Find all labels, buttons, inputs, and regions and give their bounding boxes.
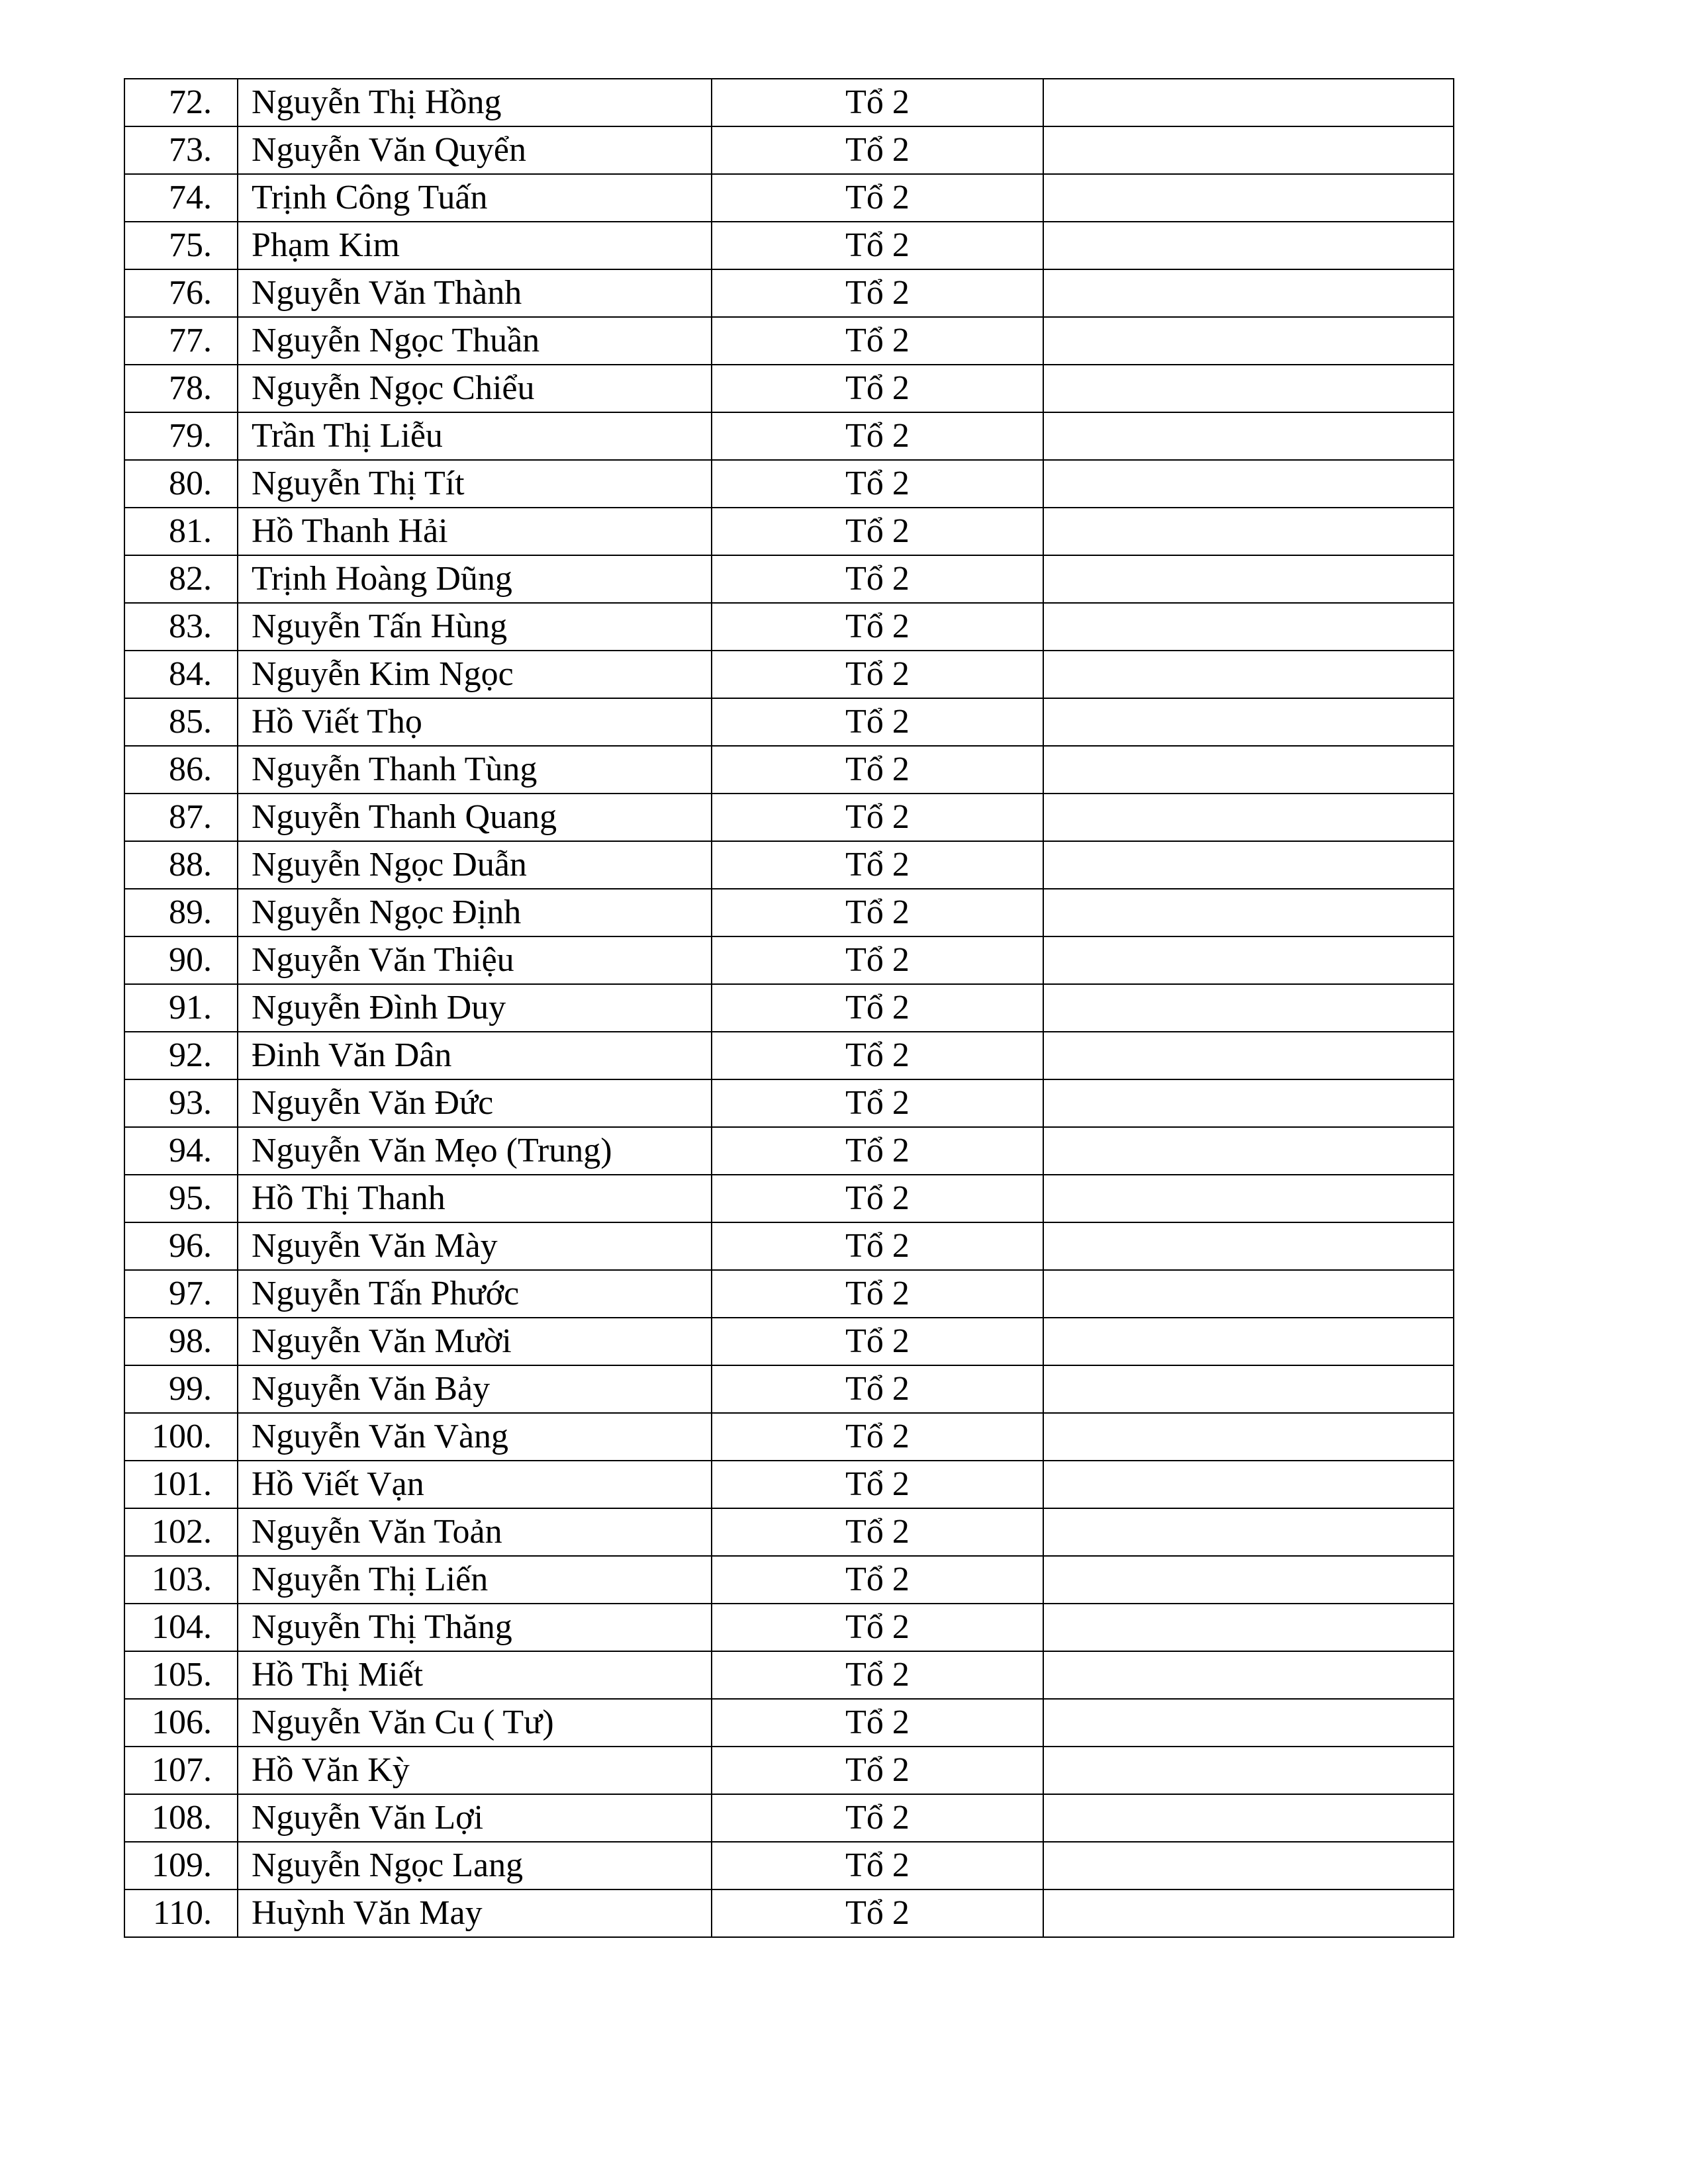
group-label: Tổ 2 bbox=[712, 698, 1043, 746]
table-row bbox=[124, 651, 1454, 698]
row-number: 100. bbox=[124, 1413, 238, 1461]
row-number: 109. bbox=[124, 1842, 238, 1889]
note-cell bbox=[1043, 984, 1454, 1032]
table-row bbox=[124, 222, 1454, 269]
group-label: Tổ 2 bbox=[712, 603, 1043, 651]
member-name: Nguyễn Văn Đức bbox=[238, 1079, 712, 1127]
table-row bbox=[124, 1794, 1454, 1842]
note-cell bbox=[1043, 1556, 1454, 1604]
group-label: Tổ 2 bbox=[712, 1270, 1043, 1318]
note-cell bbox=[1043, 1699, 1454, 1747]
note-cell bbox=[1043, 1889, 1454, 1937]
note-cell bbox=[1043, 1747, 1454, 1794]
group-label: Tổ 2 bbox=[712, 1889, 1043, 1937]
group-label: Tổ 2 bbox=[712, 269, 1043, 317]
note-cell bbox=[1043, 79, 1454, 126]
group-label: Tổ 2 bbox=[712, 651, 1043, 698]
table-row bbox=[124, 269, 1454, 317]
note-cell bbox=[1043, 1842, 1454, 1889]
group-label: Tổ 2 bbox=[712, 365, 1043, 412]
row-number: 97. bbox=[124, 1270, 238, 1318]
member-name: Nguyễn Thị Hồng bbox=[238, 79, 712, 126]
group-label: Tổ 2 bbox=[712, 508, 1043, 555]
member-name: Nguyễn Ngọc Lang bbox=[238, 1842, 712, 1889]
member-name: Nguyễn Thị Tít bbox=[238, 460, 712, 508]
table-row bbox=[124, 1889, 1454, 1937]
table-row bbox=[124, 1604, 1454, 1651]
note-cell bbox=[1043, 317, 1454, 365]
table-row bbox=[124, 1556, 1454, 1604]
table-row bbox=[124, 603, 1454, 651]
note-cell bbox=[1043, 936, 1454, 984]
group-label: Tổ 2 bbox=[712, 555, 1043, 603]
member-name: Nguyễn Văn Thiệu bbox=[238, 936, 712, 984]
note-cell bbox=[1043, 1651, 1454, 1699]
note-cell bbox=[1043, 1318, 1454, 1365]
table-row bbox=[124, 1079, 1454, 1127]
table-row bbox=[124, 1365, 1454, 1413]
group-label: Tổ 2 bbox=[712, 984, 1043, 1032]
table-row bbox=[124, 365, 1454, 412]
row-number: 107. bbox=[124, 1747, 238, 1794]
row-number: 83. bbox=[124, 603, 238, 651]
member-name: Nguyễn Thị Liến bbox=[238, 1556, 712, 1604]
group-label: Tổ 2 bbox=[712, 1556, 1043, 1604]
group-label: Tổ 2 bbox=[712, 222, 1043, 269]
group-label: Tổ 2 bbox=[712, 1413, 1043, 1461]
note-cell bbox=[1043, 412, 1454, 460]
member-name: Hồ Viết Vạn bbox=[238, 1461, 712, 1508]
note-cell bbox=[1043, 1461, 1454, 1508]
row-number: 86. bbox=[124, 746, 238, 794]
member-name: Trịnh Hoàng Dũng bbox=[238, 555, 712, 603]
member-name: Nguyễn Văn Vàng bbox=[238, 1413, 712, 1461]
table-row bbox=[124, 1699, 1454, 1747]
member-name: Nguyễn Tấn Hùng bbox=[238, 603, 712, 651]
row-number: 81. bbox=[124, 508, 238, 555]
note-cell bbox=[1043, 889, 1454, 936]
row-number: 98. bbox=[124, 1318, 238, 1365]
note-cell bbox=[1043, 746, 1454, 794]
group-label: Tổ 2 bbox=[712, 1079, 1043, 1127]
member-name: Phạm Kim bbox=[238, 222, 712, 269]
group-label: Tổ 2 bbox=[712, 1604, 1043, 1651]
table-row bbox=[124, 555, 1454, 603]
note-cell bbox=[1043, 794, 1454, 841]
member-name: Nguyễn Văn Toản bbox=[238, 1508, 712, 1556]
table-row bbox=[124, 317, 1454, 365]
group-label: Tổ 2 bbox=[712, 1508, 1043, 1556]
member-name: Trần Thị Liễu bbox=[238, 412, 712, 460]
table-row bbox=[124, 1842, 1454, 1889]
table-row bbox=[124, 984, 1454, 1032]
group-label: Tổ 2 bbox=[712, 841, 1043, 889]
member-name: Hồ Văn Kỳ bbox=[238, 1747, 712, 1794]
member-name: Nguyễn Văn Bảy bbox=[238, 1365, 712, 1413]
note-cell bbox=[1043, 1270, 1454, 1318]
row-number: 94. bbox=[124, 1127, 238, 1175]
member-name: Nguyễn Văn Mười bbox=[238, 1318, 712, 1365]
table-row bbox=[124, 889, 1454, 936]
table-row bbox=[124, 79, 1454, 126]
member-name: Nguyễn Thanh Tùng bbox=[238, 746, 712, 794]
group-label: Tổ 2 bbox=[712, 412, 1043, 460]
row-number: 110. bbox=[124, 1889, 238, 1937]
member-name: Hồ Thanh Hải bbox=[238, 508, 712, 555]
row-number: 95. bbox=[124, 1175, 238, 1222]
table-row bbox=[124, 1413, 1454, 1461]
row-number: 72. bbox=[124, 79, 238, 126]
row-number: 78. bbox=[124, 365, 238, 412]
note-cell bbox=[1043, 1794, 1454, 1842]
member-name: Nguyễn Kim Ngọc bbox=[238, 651, 712, 698]
group-label: Tổ 2 bbox=[712, 460, 1043, 508]
table-row bbox=[124, 1032, 1454, 1079]
note-cell bbox=[1043, 841, 1454, 889]
note-cell bbox=[1043, 1127, 1454, 1175]
group-label: Tổ 2 bbox=[712, 1747, 1043, 1794]
row-number: 88. bbox=[124, 841, 238, 889]
table-row bbox=[124, 1318, 1454, 1365]
row-number: 105. bbox=[124, 1651, 238, 1699]
row-number: 102. bbox=[124, 1508, 238, 1556]
group-label: Tổ 2 bbox=[712, 1127, 1043, 1175]
note-cell bbox=[1043, 1222, 1454, 1270]
member-name: Hồ Viết Thọ bbox=[238, 698, 712, 746]
member-name: Nguyễn Văn Mày bbox=[238, 1222, 712, 1270]
group-label: Tổ 2 bbox=[712, 1461, 1043, 1508]
member-name: Nguyễn Văn Lợi bbox=[238, 1794, 712, 1842]
group-label: Tổ 2 bbox=[712, 1794, 1043, 1842]
table-row bbox=[124, 1747, 1454, 1794]
note-cell bbox=[1043, 508, 1454, 555]
member-name: Hồ Thị Thanh bbox=[238, 1175, 712, 1222]
table-row bbox=[124, 1461, 1454, 1508]
row-number: 73. bbox=[124, 126, 238, 174]
row-number: 101. bbox=[124, 1461, 238, 1508]
note-cell bbox=[1043, 1604, 1454, 1651]
table-row bbox=[124, 412, 1454, 460]
member-name: Nguyễn Thanh Quang bbox=[238, 794, 712, 841]
note-cell bbox=[1043, 174, 1454, 222]
member-name: Nguyễn Văn Mẹo (Trung) bbox=[238, 1127, 712, 1175]
row-number: 106. bbox=[124, 1699, 238, 1747]
note-cell bbox=[1043, 222, 1454, 269]
note-cell bbox=[1043, 1175, 1454, 1222]
table-row bbox=[124, 841, 1454, 889]
table-row bbox=[124, 936, 1454, 984]
group-label: Tổ 2 bbox=[712, 1651, 1043, 1699]
note-cell bbox=[1043, 651, 1454, 698]
note-cell bbox=[1043, 1032, 1454, 1079]
row-number: 108. bbox=[124, 1794, 238, 1842]
table-row bbox=[124, 1651, 1454, 1699]
member-name: Nguyễn Ngọc Thuần bbox=[238, 317, 712, 365]
row-number: 74. bbox=[124, 174, 238, 222]
note-cell bbox=[1043, 126, 1454, 174]
note-cell bbox=[1043, 460, 1454, 508]
note-cell bbox=[1043, 1365, 1454, 1413]
row-number: 90. bbox=[124, 936, 238, 984]
table-row bbox=[124, 746, 1454, 794]
member-name: Nguyễn Ngọc Duẫn bbox=[238, 841, 712, 889]
row-number: 91. bbox=[124, 984, 238, 1032]
member-name: Nguyễn Văn Quyển bbox=[238, 126, 712, 174]
table-row bbox=[124, 1175, 1454, 1222]
table-row bbox=[124, 1127, 1454, 1175]
row-number: 85. bbox=[124, 698, 238, 746]
group-label: Tổ 2 bbox=[712, 1699, 1043, 1747]
group-label: Tổ 2 bbox=[712, 746, 1043, 794]
group-label: Tổ 2 bbox=[712, 1175, 1043, 1222]
row-number: 75. bbox=[124, 222, 238, 269]
member-table bbox=[124, 78, 1454, 1938]
row-number: 96. bbox=[124, 1222, 238, 1270]
note-cell bbox=[1043, 1508, 1454, 1556]
member-name: Nguyễn Thị Thăng bbox=[238, 1604, 712, 1651]
group-label: Tổ 2 bbox=[712, 79, 1043, 126]
member-name: Nguyễn Văn Thành bbox=[238, 269, 712, 317]
group-label: Tổ 2 bbox=[712, 1842, 1043, 1889]
row-number: 104. bbox=[124, 1604, 238, 1651]
member-table-body bbox=[124, 79, 1454, 1937]
row-number: 79. bbox=[124, 412, 238, 460]
table-row bbox=[124, 508, 1454, 555]
row-number: 82. bbox=[124, 555, 238, 603]
table-row bbox=[124, 698, 1454, 746]
row-number: 77. bbox=[124, 317, 238, 365]
note-cell bbox=[1043, 365, 1454, 412]
member-name: Huỳnh Văn May bbox=[238, 1889, 712, 1937]
row-number: 87. bbox=[124, 794, 238, 841]
note-cell bbox=[1043, 555, 1454, 603]
group-label: Tổ 2 bbox=[712, 317, 1043, 365]
note-cell bbox=[1043, 1079, 1454, 1127]
group-label: Tổ 2 bbox=[712, 1365, 1043, 1413]
member-name: Nguyễn Văn Cu ( Tư) bbox=[238, 1699, 712, 1747]
table-row bbox=[124, 1270, 1454, 1318]
member-name: Nguyễn Ngọc Chiểu bbox=[238, 365, 712, 412]
group-label: Tổ 2 bbox=[712, 1318, 1043, 1365]
member-name: Trịnh Công Tuấn bbox=[238, 174, 712, 222]
member-name: Đinh Văn Dân bbox=[238, 1032, 712, 1079]
note-cell bbox=[1043, 1413, 1454, 1461]
table-row bbox=[124, 1508, 1454, 1556]
member-name: Nguyễn Tấn Phước bbox=[238, 1270, 712, 1318]
group-label: Tổ 2 bbox=[712, 1222, 1043, 1270]
row-number: 89. bbox=[124, 889, 238, 936]
group-label: Tổ 2 bbox=[712, 174, 1043, 222]
group-label: Tổ 2 bbox=[712, 794, 1043, 841]
table-row bbox=[124, 794, 1454, 841]
group-label: Tổ 2 bbox=[712, 936, 1043, 984]
row-number: 76. bbox=[124, 269, 238, 317]
group-label: Tổ 2 bbox=[712, 126, 1043, 174]
row-number: 80. bbox=[124, 460, 238, 508]
member-name: Hồ Thị Miết bbox=[238, 1651, 712, 1699]
note-cell bbox=[1043, 698, 1454, 746]
row-number: 92. bbox=[124, 1032, 238, 1079]
note-cell bbox=[1043, 603, 1454, 651]
group-label: Tổ 2 bbox=[712, 1032, 1043, 1079]
member-name: Nguyễn Đình Duy bbox=[238, 984, 712, 1032]
row-number: 84. bbox=[124, 651, 238, 698]
table-row bbox=[124, 1222, 1454, 1270]
table-row bbox=[124, 174, 1454, 222]
row-number: 93. bbox=[124, 1079, 238, 1127]
table-row bbox=[124, 126, 1454, 174]
member-name: Nguyễn Ngọc Định bbox=[238, 889, 712, 936]
note-cell bbox=[1043, 269, 1454, 317]
group-label: Tổ 2 bbox=[712, 889, 1043, 936]
table-row bbox=[124, 460, 1454, 508]
row-number: 103. bbox=[124, 1556, 238, 1604]
row-number: 99. bbox=[124, 1365, 238, 1413]
